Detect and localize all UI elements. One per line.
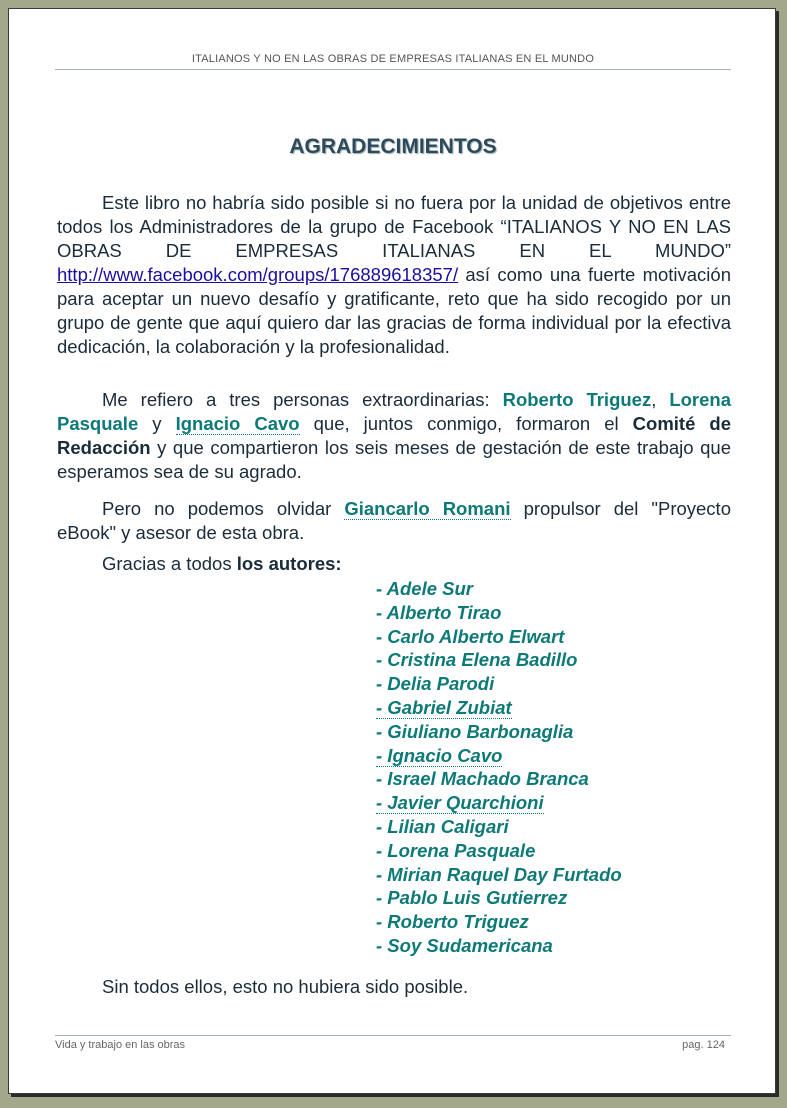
committee-text-d: que, juntos conmigo, formaron el <box>299 413 633 434</box>
document-page <box>8 8 776 1094</box>
committee-text-b: , <box>651 389 670 410</box>
list-item: - Pablo Luis Gutierrez <box>376 887 568 909</box>
name-ignacio-cavo: Ignacio Cavo <box>175 413 300 434</box>
running-header: ITALIANOS Y NO EN LAS OBRAS DE EMPRESAS ITALIANAS EN EL MUNDO <box>55 53 731 70</box>
page-title: AGRADECIMIENTOS <box>289 135 497 158</box>
list-item: - Lorena Pasquale <box>376 839 536 861</box>
name-roberto-triguez: Roberto Triguez <box>502 389 652 410</box>
list-item: - Alberto Tirao <box>376 601 502 623</box>
author-name: - Gabriel Zubiat <box>376 696 512 718</box>
list-item: - Mirian Raquel Day Furtado <box>376 863 622 885</box>
intro-text-a: Este libro no habría sido posible si no fuera por la unidad de objetivos entre todos los Administradores de la grupo de Facebook “ITALIANOS Y NO EN LAS OBRAS DE EMPRESAS ITALIANAS EN EL MUNDO” <box>57 192 731 261</box>
list-item: - Roberto Triguez <box>376 911 529 933</box>
list-item <box>376 791 622 815</box>
authors-list <box>376 577 622 958</box>
committee-text-c: y <box>138 413 176 434</box>
list-item: - Cristina Elena Badillo <box>376 649 578 671</box>
thanks-authors-label: los autores: <box>236 553 342 574</box>
facebook-group-link[interactable]: http://www.facebook.com/groups/176889618357/ <box>57 264 459 285</box>
footer-book-title: Vida y trabajo en las obras <box>55 1039 186 1051</box>
list-item: - Carlo Alberto Elwart <box>376 625 565 647</box>
list-item <box>376 744 622 768</box>
author-name: - Ignacio Cavo <box>376 744 503 766</box>
paragraph-romani <box>57 497 731 545</box>
committee-label: Comité de Redacción <box>57 413 731 458</box>
committee-text-a: Me refiero a tres personas extraordinarias: <box>102 389 503 410</box>
list-item <box>376 696 622 720</box>
list-item: - Giuliano Barbonaglia <box>376 720 574 742</box>
romani-text-b: propulsor del "Proyecto eBook" y asesor de esta obra. <box>57 498 731 543</box>
list-item: - Lilian Caligari <box>376 815 509 837</box>
closing-sentence: Sin todos ellos, esto no hubiera sido posible. <box>102 976 469 997</box>
committee-text-e: y que compartieron los seis meses de gestación de este trabajo que esperamos sea de su agrado. <box>57 437 731 482</box>
list-item: - Adele Sur <box>376 578 473 599</box>
paragraph-thanks <box>57 552 731 576</box>
page-number: pag. 124 <box>682 1039 725 1051</box>
intro-text-b: así como una fuerte motivación para aceptar un nuevo desafío y gratificante, reto que ha sido recogido por un grupo de gente que aquí quiero dar las gracias de forma individual por la efectiva dedicación, la colaboración y la profesionalidad. <box>57 264 731 357</box>
author-name: - Javier Quarchioni <box>376 792 544 814</box>
romani-text-a: Pero no podemos olvidar <box>102 498 345 519</box>
paragraph-committee <box>57 388 731 484</box>
thanks-text: Gracias a todos <box>102 553 237 574</box>
list-item: - Delia Parodi <box>376 673 495 695</box>
list-item: - Soy Sudamericana <box>376 934 553 956</box>
page-footer <box>55 1035 731 1051</box>
name-giancarlo-romani: Giancarlo Romani <box>344 498 511 519</box>
list-item: - Israel Machado Branca <box>376 768 589 790</box>
paragraph-intro <box>57 191 731 359</box>
name-lorena-pasquale: Lorena Pasquale <box>57 389 731 434</box>
